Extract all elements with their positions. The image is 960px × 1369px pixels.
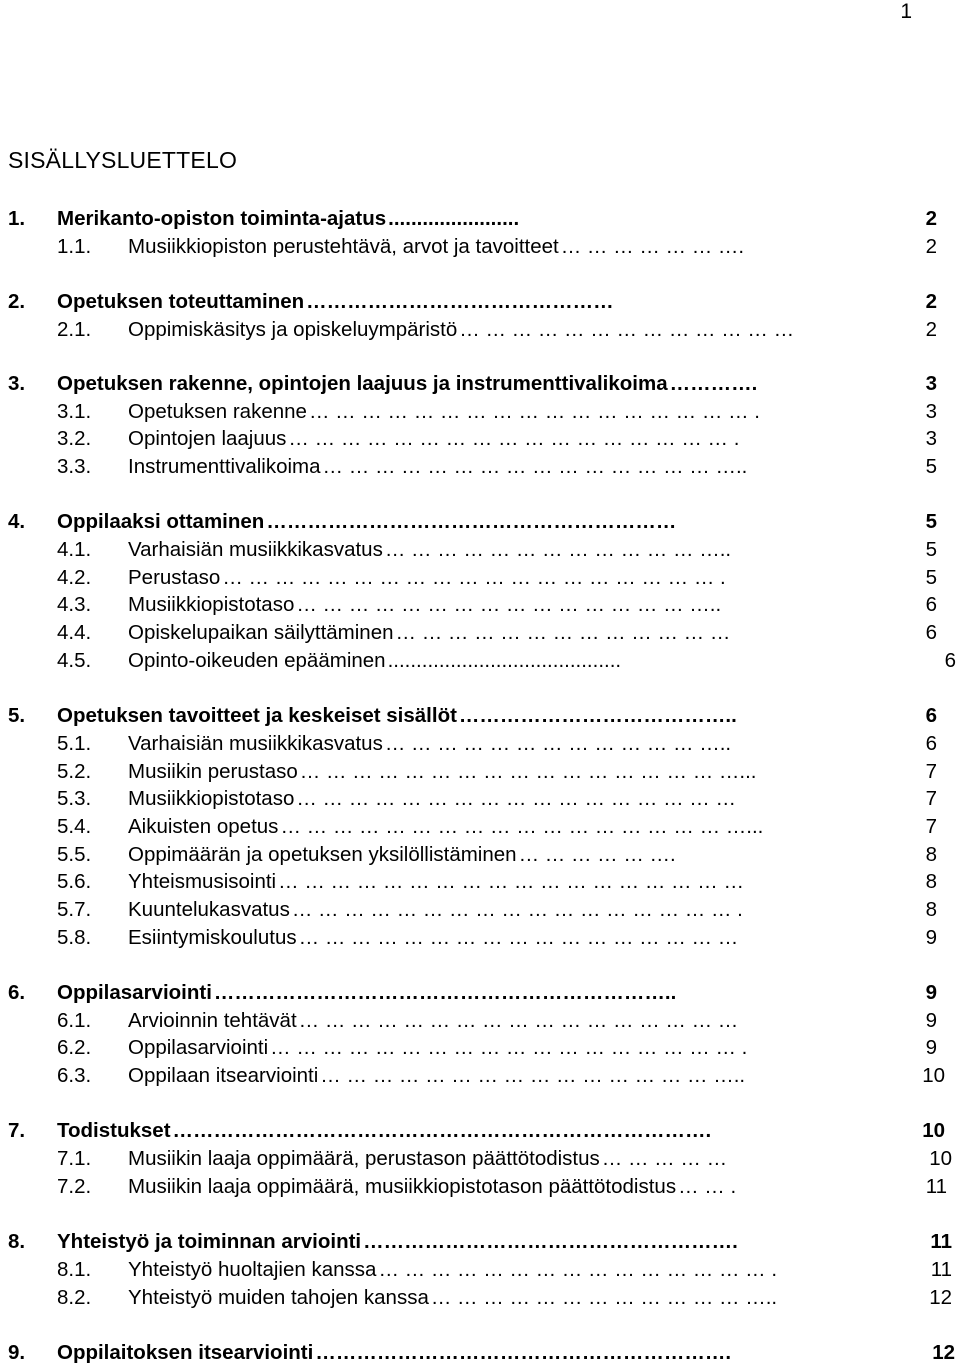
toc-subentry-row xyxy=(57,234,937,260)
page-number: 1 xyxy=(900,0,912,23)
toc-subentry-row xyxy=(57,620,937,646)
toc-leader-dots: ………………………………………………………….. xyxy=(213,981,677,1004)
toc-title: SISÄLLYSLUETTELO xyxy=(8,147,238,173)
toc-entry-title: Yhteismusisointi xyxy=(128,870,277,893)
toc-page-number: 7 xyxy=(925,815,937,838)
toc-entry-number: 2.1. xyxy=(57,318,92,341)
toc-leader-dots: … … … … … … … … … … … … … … … ….. xyxy=(322,455,748,478)
toc-entry-number: 5.1. xyxy=(57,732,92,755)
toc-page-number: 9 xyxy=(925,926,937,949)
toc-heading-row xyxy=(8,703,937,729)
toc-entry-number: 3.1. xyxy=(57,400,92,423)
toc-page-number: 6 xyxy=(925,704,937,727)
toc-entry-title: Oppimiskäsitys ja opiskeluympäristö xyxy=(128,318,458,341)
toc-entry-title: Opetuksen rakenne, opintojen laajuus ja instrumenttivalikoima xyxy=(57,372,668,395)
toc-entry-number: 1. xyxy=(8,207,26,230)
toc-leader-dots: … … … … … … … … … … … … … … … … … xyxy=(298,1009,739,1032)
toc-leader-dots: … … … … … … … … … … … … ….. xyxy=(384,538,732,561)
toc-leader-dots: … … … … … … … … … … … … … … … … … . xyxy=(291,898,743,921)
toc-heading-row xyxy=(8,371,937,397)
toc-subentry-row xyxy=(57,759,937,785)
toc-entry-number: 5. xyxy=(8,704,26,727)
toc-entry-title: Todistukset xyxy=(57,1119,171,1142)
toc-page-number: 8 xyxy=(925,870,937,893)
toc-entry-title: Musiikin perustaso xyxy=(128,760,298,783)
toc-leader-dots: … … … … … … … … … … … … … … … … … . xyxy=(288,427,740,450)
toc-entry-number: 5.6. xyxy=(57,870,92,893)
toc-subentry-row xyxy=(57,1285,952,1311)
toc-page-number: 8 xyxy=(925,898,937,921)
toc-entry-title: Yhteistyö ja toiminnan arviointi xyxy=(57,1230,362,1253)
toc-leader-dots: … … … … … …. xyxy=(518,843,676,866)
toc-page-number: 6 xyxy=(925,593,937,616)
toc-entry-number: 6.2. xyxy=(57,1036,92,1059)
toc-page-number: 5 xyxy=(925,510,937,533)
toc-entry-number: 4.5. xyxy=(57,649,92,672)
toc-page-number: 9 xyxy=(925,981,937,1004)
toc-entry-number: 1.1. xyxy=(57,235,92,258)
toc-leader-dots: … … … … … … … … … … … … … … … … … xyxy=(298,926,739,949)
toc-page-number: 11 xyxy=(930,1230,952,1253)
toc-page-number: 3 xyxy=(925,427,937,450)
toc-entry-number: 6.1. xyxy=(57,1009,92,1032)
toc-leader-dots: ……………………………………………………………………. xyxy=(172,1119,712,1142)
toc-subentry-row xyxy=(57,1174,947,1200)
toc-entry-number: 3. xyxy=(8,372,26,395)
toc-leader-dots: … … … … … … … … … … … … … xyxy=(395,621,731,644)
toc-entry-number: 4.2. xyxy=(57,566,92,589)
toc-entry-title: Opetuksen rakenne xyxy=(128,400,307,423)
toc-entry-title: Aikuisten opetus xyxy=(128,815,279,838)
toc-leader-dots: ……………………………………… xyxy=(306,290,614,313)
toc-page-number: 2 xyxy=(925,290,937,313)
toc-entry-title: Musiikkiopistotaso xyxy=(128,787,295,810)
toc-entry-title: Yhteistyö muiden tahojen kanssa xyxy=(128,1286,429,1309)
toc-page-number: 3 xyxy=(925,372,937,395)
toc-entry-number: 4.1. xyxy=(57,538,92,561)
toc-page-number: 9 xyxy=(925,1036,937,1059)
toc-subentry-row xyxy=(57,869,937,895)
toc-leader-dots: … … … … … … … … … … … … … … … … … …... xyxy=(280,815,764,838)
toc-entry-number: 4.3. xyxy=(57,593,92,616)
toc-page-number: 5 xyxy=(925,538,937,561)
toc-entry-title: Esiintymiskoulutus xyxy=(128,926,297,949)
toc-leader-dots: … … … … … … … … … … … … … … … … … … … . xyxy=(222,566,726,589)
toc-entry-number: 5.7. xyxy=(57,898,92,921)
toc-entry-title: Instrumenttivalikoima xyxy=(128,455,321,478)
toc-page-number: 5 xyxy=(925,455,937,478)
toc-entry-number: 5.8. xyxy=(57,926,92,949)
toc-heading-row xyxy=(8,1118,945,1144)
toc-leader-dots: ……………………………………………………. xyxy=(315,1341,732,1364)
toc-entry-title: Musiikkiopiston perustehtävä, arvot ja tavoitteet xyxy=(128,235,559,258)
toc-subentry-row xyxy=(57,786,937,812)
toc-leader-dots: …………. xyxy=(669,372,758,395)
toc-leader-dots: … … … … … … …. xyxy=(560,235,745,258)
toc-page-number: 12 xyxy=(929,1286,952,1309)
toc-leader-dots: … … … … … … … … … … … … ….. xyxy=(430,1286,778,1309)
toc-entry-number: 6. xyxy=(8,981,26,1004)
toc-entry-number: 5.3. xyxy=(57,787,92,810)
toc-subentry-row xyxy=(57,814,937,840)
toc-subentry-row xyxy=(57,925,937,951)
toc-subentry-row xyxy=(57,1008,937,1034)
toc-entry-title: Opiskelupaikan säilyttäminen xyxy=(128,621,394,644)
toc-leader-dots: ………………………………….. xyxy=(458,704,737,727)
toc-page-number: 11 xyxy=(925,1175,947,1198)
toc-leader-dots: … … … … … … … … … … … … … … … … … xyxy=(296,787,736,810)
toc-leader-dots: ....................... xyxy=(388,207,520,230)
toc-page-number: 5 xyxy=(925,566,937,589)
toc-page-number: 2 xyxy=(925,318,937,341)
toc-entry-number: 3.2. xyxy=(57,427,92,450)
toc-entry-title: Musiikin laaja oppimäärä, musiikkiopistotason päättötodistus xyxy=(128,1175,677,1198)
toc-entry-title: Merikanto-opiston toiminta-ajatus xyxy=(57,207,387,230)
toc-page-number: 9 xyxy=(925,1009,937,1032)
toc-entry-number: 6.3. xyxy=(57,1064,92,1087)
toc-leader-dots: … … … … … … … … … … … … … … … ….. xyxy=(320,1064,746,1087)
toc-subentry-row xyxy=(57,897,937,923)
toc-entry-number: 9. xyxy=(8,1341,26,1364)
toc-subentry-row xyxy=(57,537,937,563)
toc-page-number: 3 xyxy=(925,400,937,423)
toc-leader-dots: ......................................... xyxy=(387,649,622,672)
toc-entry-title: Opintojen laajuus xyxy=(128,427,287,450)
toc-entry-number: 5.5. xyxy=(57,843,92,866)
toc-entry-number: 2. xyxy=(8,290,26,313)
toc-page-number: 6 xyxy=(944,649,956,672)
toc-subentry-row xyxy=(57,426,937,452)
toc-entry-title: Yhteistyö huoltajien kanssa xyxy=(128,1258,377,1281)
toc-page-number: 7 xyxy=(925,760,937,783)
toc-entry-number: 8. xyxy=(8,1230,26,1253)
toc-entry-number: 4. xyxy=(8,510,26,533)
toc-subentry-row xyxy=(57,731,937,757)
toc-entry-title: Opetuksen tavoitteet ja keskeiset sisällöt xyxy=(57,704,457,727)
toc-subentry-row xyxy=(57,1035,937,1061)
toc-heading-row xyxy=(8,206,937,232)
toc-heading-row xyxy=(8,509,937,535)
toc-heading-row xyxy=(8,1229,952,1255)
toc-subentry-row xyxy=(57,454,937,480)
toc-entry-title: Oppilaan itsearviointi xyxy=(128,1064,319,1087)
toc-heading-row xyxy=(8,289,937,315)
toc-leader-dots: … … . xyxy=(678,1175,737,1198)
toc-entry-title: Oppilasarviointi xyxy=(57,981,212,1004)
toc-leader-dots: … … … … … … … … … … … … ….. xyxy=(384,732,732,755)
toc-subentry-row xyxy=(57,1257,952,1283)
toc-entry-title: Arvioinnin tehtävät xyxy=(128,1009,297,1032)
toc-entry-number: 7. xyxy=(8,1119,26,1142)
toc-entry-number: 7.2. xyxy=(57,1175,92,1198)
toc-subentry-row xyxy=(57,399,937,425)
toc-page-number: 7 xyxy=(925,787,937,810)
toc-leader-dots: … … … … … … … … … … … … … … … . xyxy=(378,1258,778,1281)
toc-entry-title: Oppilasarviointi xyxy=(128,1036,269,1059)
toc-subentry-row xyxy=(57,317,937,343)
toc-leader-dots: … … … … … … … … … … … … … … … … … . xyxy=(308,400,760,423)
toc-page-number: 10 xyxy=(929,1147,952,1170)
toc-page-number: 10 xyxy=(922,1119,945,1142)
toc-entry-title: Varhaisiän musiikkikasvatus xyxy=(128,538,383,561)
toc-entry-title: Opinto-oikeuden epääminen xyxy=(128,649,386,672)
toc-leader-dots: … … … … … … … … … … … … … … … … …... xyxy=(299,760,757,783)
toc-subentry-row xyxy=(57,1146,952,1172)
toc-entry-number: 3.3. xyxy=(57,455,92,478)
toc-entry-number: 8.2. xyxy=(57,1286,92,1309)
toc-page-number: 6 xyxy=(925,732,937,755)
toc-subentry-row xyxy=(57,565,937,591)
toc-entry-title: Opetuksen toteuttaminen xyxy=(57,290,305,313)
toc-page-number: 10 xyxy=(922,1064,945,1087)
toc-page-number: 6 xyxy=(925,621,937,644)
toc-subentry-row xyxy=(57,842,937,868)
toc-page-number: 8 xyxy=(925,843,937,866)
toc-entry-number: 5.4. xyxy=(57,815,92,838)
toc-entry-number: 5.2. xyxy=(57,760,92,783)
toc-entry-title: Kuuntelukasvatus xyxy=(128,898,290,921)
toc-leader-dots: … … … … … xyxy=(601,1147,728,1170)
toc-entry-title: Oppilaaksi ottaminen xyxy=(57,510,265,533)
toc-subentry-row xyxy=(57,592,937,618)
toc-subentry-row xyxy=(57,648,956,674)
toc-entry-number: 8.1. xyxy=(57,1258,92,1281)
toc-entry-number: 7.1. xyxy=(57,1147,92,1170)
toc-page-number: 2 xyxy=(925,207,937,230)
toc-entry-title: Musiikkiopistotaso xyxy=(128,593,295,616)
toc-entry-title: Oppilaitoksen itsearviointi xyxy=(57,1341,314,1364)
toc-subentry-row xyxy=(57,1063,945,1089)
toc-page-number: 2 xyxy=(925,235,937,258)
toc-entry-number: 4.4. xyxy=(57,621,92,644)
toc-leader-dots: … … … … … … … … … … … … … … … ….. xyxy=(296,593,722,616)
toc-entry-title: Perustaso xyxy=(128,566,221,589)
toc-leader-dots: ………………………………………………. xyxy=(363,1230,738,1253)
toc-leader-dots: … … … … … … … … … … … … … … … … … … xyxy=(278,870,744,893)
toc-leader-dots: …………………………………………………… xyxy=(266,510,677,533)
toc-entry-title: Oppimäärän ja opetuksen yksilöllistäminen xyxy=(128,843,517,866)
toc-page-number: 11 xyxy=(930,1258,952,1281)
toc-leader-dots: … … … … … … … … … … … … … … … … … … . xyxy=(270,1036,748,1059)
toc-heading-row xyxy=(8,1340,955,1366)
toc-leader-dots: … … … … … … … … … … … … … xyxy=(459,318,795,341)
toc-page-number: 12 xyxy=(932,1341,955,1364)
toc-entry-title: Musiikin laaja oppimäärä, perustason päättötodistus xyxy=(128,1147,600,1170)
toc-entry-title: Varhaisiän musiikkikasvatus xyxy=(128,732,383,755)
toc-heading-row xyxy=(8,980,937,1006)
